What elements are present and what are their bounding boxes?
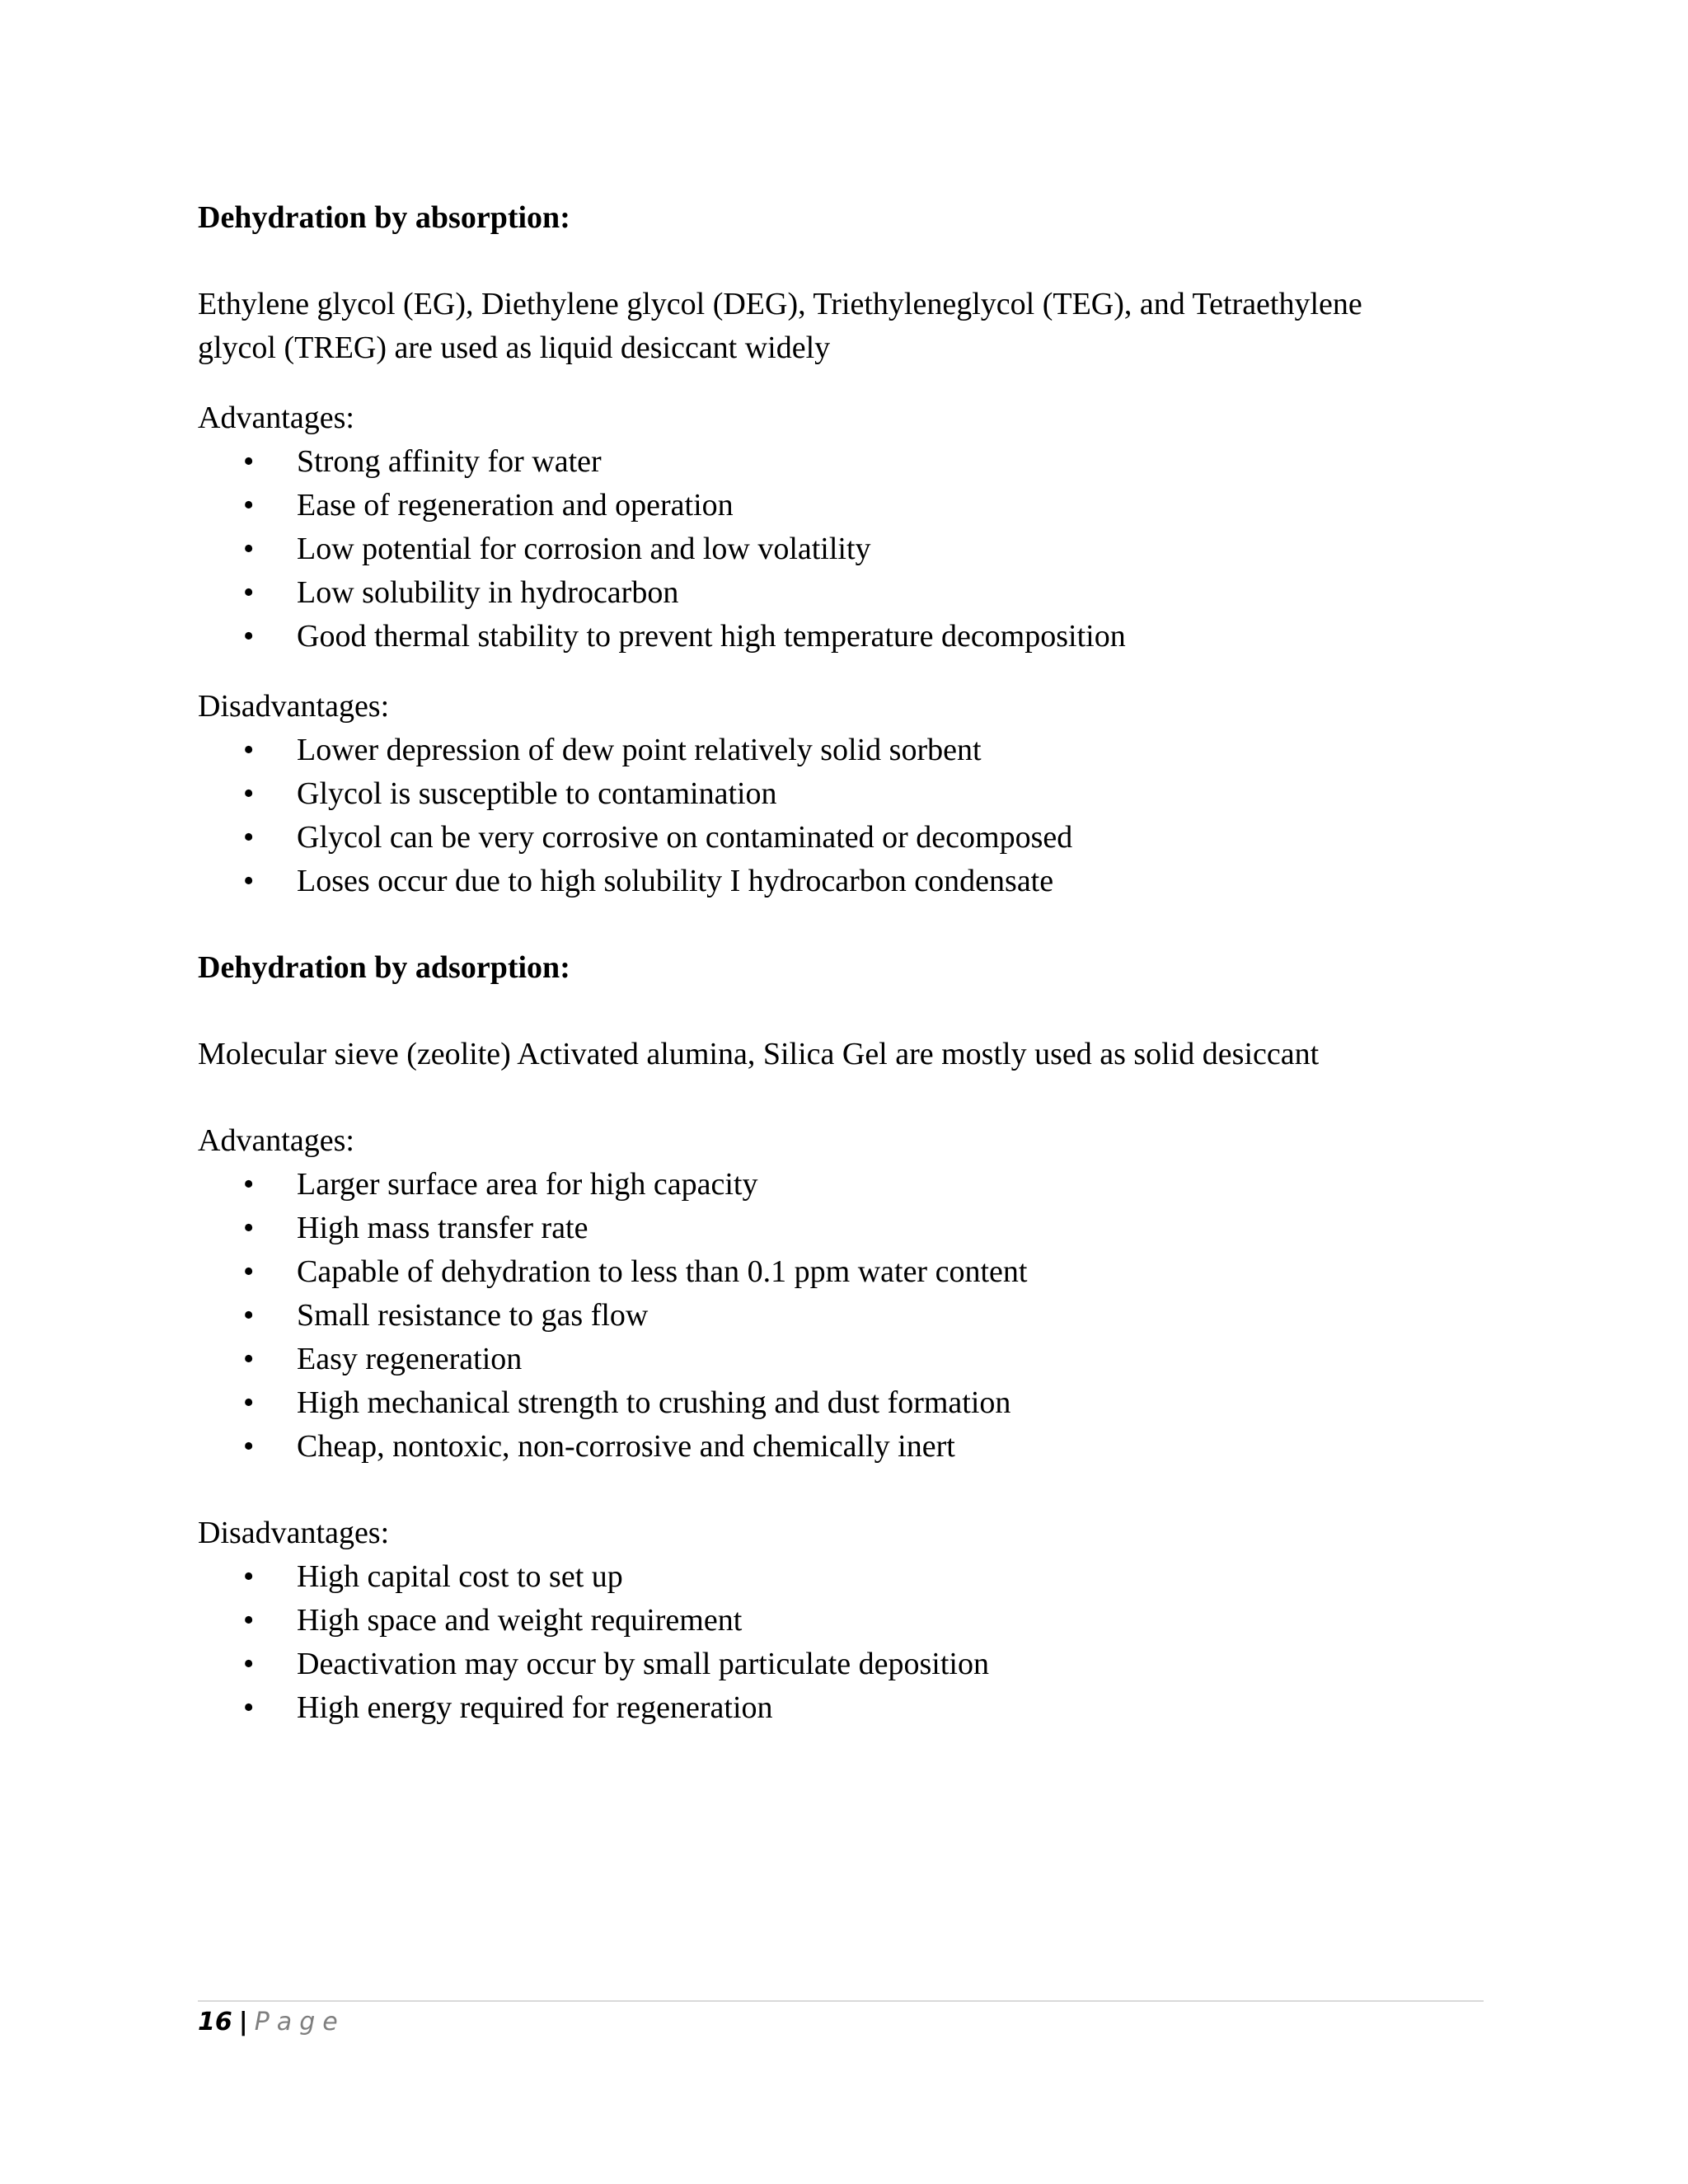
advantages-label-adsorption: Advantages: (198, 1123, 354, 1158)
section-heading-absorption: Dehydration by absorption: (198, 200, 570, 235)
list-item: • High mass transfer rate (198, 1207, 1484, 1250)
page-content (198, 196, 1484, 1730)
bullet-icon: • (243, 488, 255, 523)
bullet-icon: • (243, 1254, 255, 1289)
intro-paragraph-adsorption: Molecular sieve (zeolite) Activated alumina, Silica Gel are mostly used as solid desiccant (198, 1037, 1320, 1071)
advantages-list-absorption (198, 440, 1484, 658)
list-item: • High energy required for regeneration (198, 1686, 1484, 1730)
bullet-icon: • (243, 1211, 255, 1245)
list-item: • Easy regeneration (198, 1338, 1484, 1381)
list-item: • Small resistance to gas flow (198, 1294, 1484, 1338)
bullet-icon: • (243, 776, 255, 811)
list-item: • Glycol is susceptible to contamination (198, 772, 1484, 816)
bullet-icon: • (243, 1298, 255, 1333)
list-item: • Lower depression of dew point relatively solid sorbent (198, 729, 1484, 772)
bullet-icon: • (243, 1603, 255, 1638)
disadvantages-list-absorption (198, 729, 1484, 903)
list-item: • Deactivation may occur by small particulate deposition (198, 1643, 1484, 1686)
bullet-icon: • (243, 444, 255, 479)
list-item: • High capital cost to set up (198, 1555, 1484, 1599)
list-item: • High mechanical strength to crushing and dust formation (198, 1381, 1484, 1425)
bullet-icon: • (243, 1647, 255, 1681)
bullet-icon: • (243, 575, 255, 610)
bullet-icon: • (243, 864, 255, 898)
section-heading-adsorption: Dehydration by adsorption: (198, 950, 570, 985)
bullet-icon: • (243, 619, 255, 654)
bullet-icon: • (243, 532, 255, 566)
list-item: • Loses occur due to high solubility I hydrocarbon condensate (198, 860, 1484, 903)
list-item: • Good thermal stability to prevent high temperature decomposition (198, 615, 1484, 658)
bullet-icon: • (243, 1559, 255, 1594)
advantages-label-absorption: Advantages: (198, 401, 354, 435)
list-item: • Capable of dehydration to less than 0.1 ppm water content (198, 1250, 1484, 1294)
list-item: • Glycol can be very corrosive on contaminated or decomposed (198, 816, 1484, 860)
bullet-icon: • (243, 1167, 255, 1202)
disadvantages-label-absorption: Disadvantages: (198, 689, 390, 724)
page-footer (198, 2006, 345, 2039)
intro-line-1: Ethylene glycol (EG), Diethylene glycol (DEG), Triethyleneglycol (TEG), and Tetraethylene (198, 287, 1362, 321)
bullet-icon: • (243, 1385, 255, 1420)
bullet-icon: • (243, 820, 255, 855)
advantages-list-adsorption (198, 1163, 1484, 1469)
disadvantages-label-adsorption: Disadvantages: (198, 1516, 390, 1550)
intro-line-2: glycol (TREG) are used as liquid desiccant widely (198, 330, 831, 365)
footer-separator: | (238, 2008, 248, 2036)
bullet-icon: • (243, 1690, 255, 1725)
page-word: Page (254, 2008, 345, 2036)
bullet-icon: • (243, 1429, 255, 1464)
page-number: 16 (198, 2008, 232, 2036)
bullet-icon: • (243, 733, 255, 767)
list-item: • Larger surface area for high capacity (198, 1163, 1484, 1207)
disadvantages-list-adsorption (198, 1555, 1484, 1730)
list-item: • Low potential for corrosion and low volatility (198, 527, 1484, 571)
list-item: • High space and weight requirement (198, 1599, 1484, 1643)
list-item: • Ease of regeneration and operation (198, 484, 1484, 527)
bullet-icon: • (243, 1342, 255, 1376)
footer-divider (198, 2000, 1484, 2002)
list-item: • Low solubility in hydrocarbon (198, 571, 1484, 615)
list-item: • Cheap, nontoxic, non-corrosive and chemically inert (198, 1425, 1484, 1469)
list-item: • Strong affinity for water (198, 440, 1484, 484)
intro-paragraph-absorption (198, 283, 1484, 370)
